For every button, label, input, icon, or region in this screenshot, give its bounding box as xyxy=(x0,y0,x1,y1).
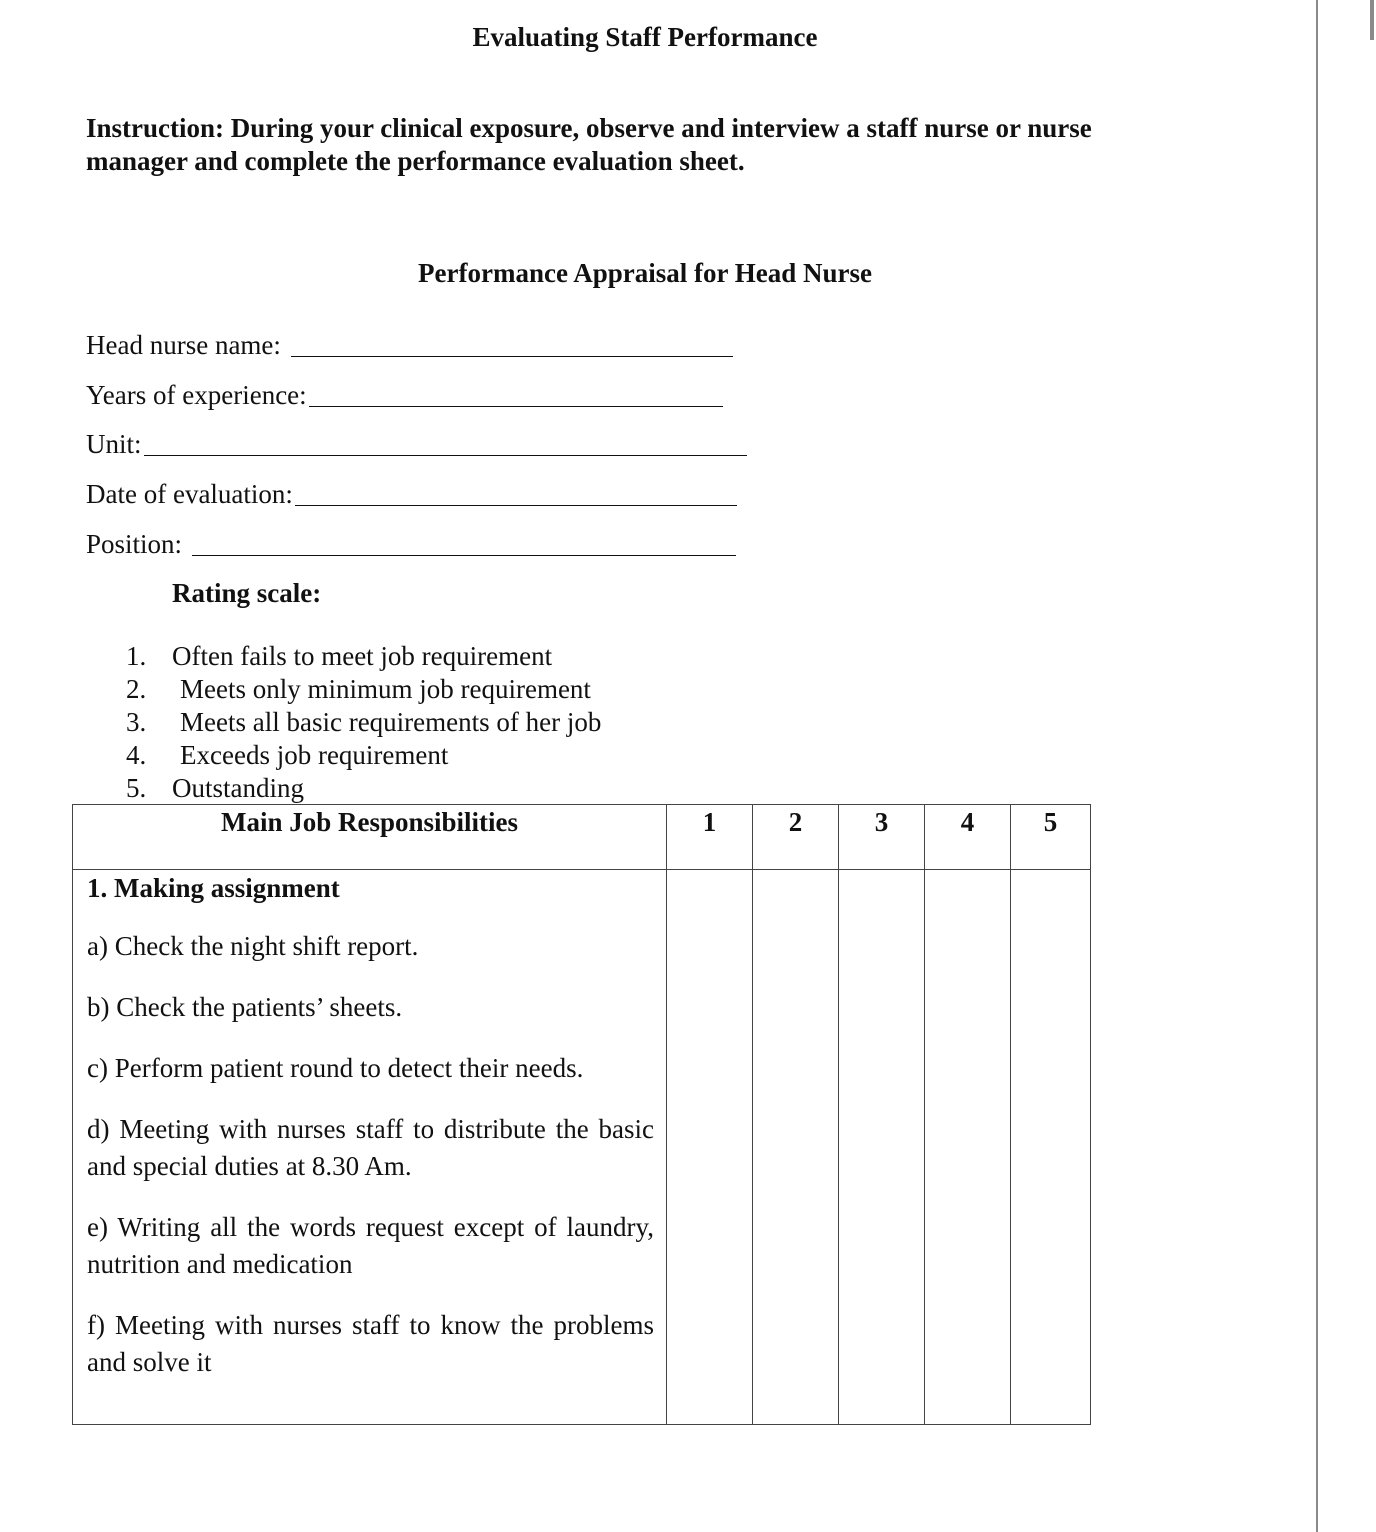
appraisal-subtitle: Performance Appraisal for Head Nurse xyxy=(418,258,872,288)
blank-line-unit[interactable] xyxy=(144,454,747,456)
field-unit xyxy=(86,429,747,460)
rating-item xyxy=(126,739,601,772)
field-years-of-experience xyxy=(86,380,723,411)
blank-line-years-of-experience[interactable] xyxy=(309,405,723,407)
blank-line-position[interactable] xyxy=(192,554,736,556)
responsibility-item: e) Writing all the words request except of laundry, nutrition and medication xyxy=(87,1212,654,1279)
page-edge-marker xyxy=(1370,0,1374,40)
score-cell-2[interactable] xyxy=(753,870,839,1425)
page-edge-divider xyxy=(1316,0,1318,1532)
blank-line-date-of-evaluation[interactable] xyxy=(295,504,737,506)
responsibility-item: f) Meeting with nurses staff to know the problems and solve it xyxy=(87,1310,654,1377)
responsibilities-column-header: Main Job Responsibilities xyxy=(73,805,667,870)
field-label: Years of experience: xyxy=(86,380,307,410)
rating-number: 4. xyxy=(126,740,147,770)
field-label: Head nurse name: xyxy=(86,330,281,360)
rating-text: Meets all basic requirements of her job xyxy=(180,707,602,737)
rating-item xyxy=(126,706,601,739)
responsibility-description-cell xyxy=(73,870,667,1425)
field-label: Date of evaluation: xyxy=(86,479,293,509)
score-cell-4[interactable] xyxy=(925,870,1011,1425)
field-position xyxy=(86,529,736,560)
rating-text: Meets only minimum job requirement xyxy=(180,674,591,704)
rating-item xyxy=(126,772,601,805)
responsibility-item: d) Meeting with nurses staff to distribute the basic and special duties at 8.30 Am. xyxy=(87,1114,654,1181)
score-column-header-5: 5 xyxy=(1011,805,1091,870)
responsibility-item: b) Check the patients’ sheets. xyxy=(87,992,403,1022)
score-cell-5[interactable] xyxy=(1011,870,1091,1425)
rating-number: 1. xyxy=(126,641,147,671)
score-column-header-3: 3 xyxy=(839,805,925,870)
rating-text: Exceeds job requirement xyxy=(180,740,449,770)
rating-item xyxy=(126,640,601,673)
field-head-nurse-name xyxy=(86,330,733,361)
field-label: Unit: xyxy=(86,429,142,459)
responsibilities-table xyxy=(72,804,1091,1425)
instruction-text: Instruction: During your clinical exposure, observe and interview a staff nurse or nurse manager and complete the performance evaluation sheet. xyxy=(86,113,1092,176)
blank-line-head-nurse-name[interactable] xyxy=(291,355,733,357)
score-column-header-2: 2 xyxy=(753,805,839,870)
score-column-header-4: 4 xyxy=(925,805,1011,870)
rating-scale-list xyxy=(126,640,601,805)
field-date-of-evaluation xyxy=(86,479,737,510)
document-title: Evaluating Staff Performance xyxy=(472,22,818,52)
score-cell-1[interactable] xyxy=(667,870,753,1425)
rating-text: Outstanding xyxy=(172,773,304,803)
field-label: Position: xyxy=(86,529,183,559)
score-cell-3[interactable] xyxy=(839,870,925,1425)
section-title: 1. Making assignment xyxy=(87,873,340,903)
table-row xyxy=(73,870,1091,1425)
rating-scale-heading: Rating scale: xyxy=(172,578,322,608)
responsibility-item: a) Check the night shift report. xyxy=(87,931,419,961)
responsibility-item: c) Perform patient round to detect their needs. xyxy=(87,1053,584,1083)
rating-number: 2. xyxy=(126,674,147,704)
rating-item xyxy=(126,673,601,706)
rating-number: 5. xyxy=(126,773,147,803)
table-header-row xyxy=(73,805,1091,870)
rating-text: Often fails to meet job requirement xyxy=(172,641,553,671)
rating-number: 3. xyxy=(126,707,147,737)
score-column-header-1: 1 xyxy=(667,805,753,870)
